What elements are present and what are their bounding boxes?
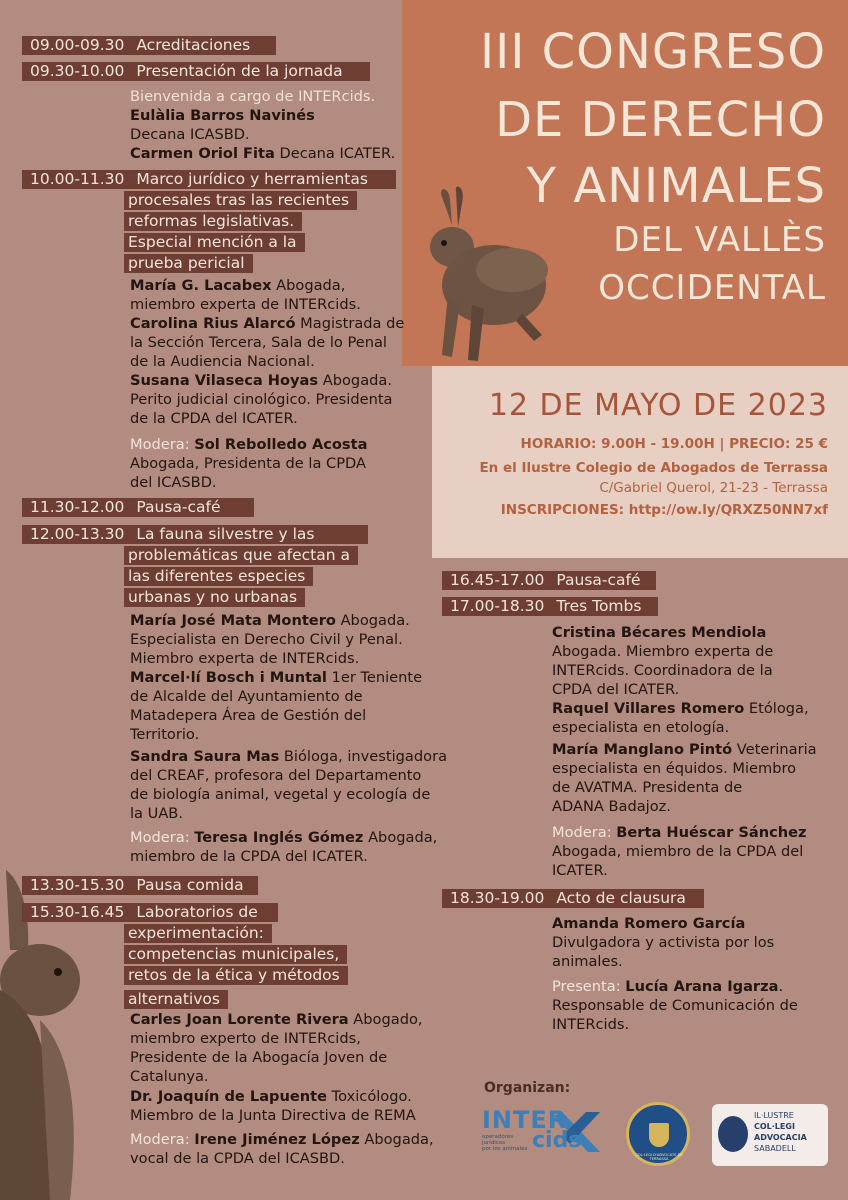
schedule-bar-pausa-cafe-2: [442, 571, 656, 590]
speaker-name: Sandra Saura Mas: [130, 748, 280, 765]
session-title: Acto de clausura: [556, 889, 686, 907]
presenter-role: INTERcids.: [552, 1016, 630, 1033]
speaker-role: Catalunya.: [130, 1068, 209, 1085]
terrassa-logo-text: COL·LEGI D'ADVOCATS DE TERRASSA: [635, 1153, 683, 1161]
time-label: 15.30-16.45: [30, 903, 125, 921]
speaker-role: de AVATMA. Presidenta de: [552, 779, 743, 796]
speaker-role: ADANA Badajoz.: [552, 798, 671, 815]
speaker-role: miembro experta de INTERcids.: [130, 296, 361, 313]
presenter-dot: .: [778, 978, 784, 995]
speaker-name: María G. Lacabex: [130, 277, 272, 294]
session-title-line: problemáticas que afectan a: [124, 546, 358, 565]
session-title: Marco jurídico y herramientas: [136, 170, 368, 188]
speaker-role: miembro experto de INTERcids,: [130, 1030, 361, 1047]
schedule-bar-pausa-cafe: [22, 498, 254, 517]
speaker-role: Divulgadora y activista por los: [552, 934, 775, 951]
address-line: C/Gabriel Querol, 21-23 - Terrassa: [599, 480, 828, 496]
schedule-bar-tres-tombs: [442, 597, 658, 616]
intercids-tag-1: operadores: [482, 1134, 514, 1140]
session-title-line: Especial mención a la: [124, 233, 305, 252]
time-label: 10.00-11.30: [30, 170, 125, 188]
session-title-line: reformas legislativas.: [124, 212, 302, 231]
session-title: La fauna silvestre y las: [136, 525, 315, 543]
speaker-name: Susana Vilaseca Hoyas: [130, 372, 319, 389]
speaker-role: Toxicólogo.: [327, 1088, 412, 1105]
speaker-name: Cristina Bécares Mendiola: [552, 624, 767, 641]
time-label: 09.00-09.30: [30, 36, 125, 54]
intercids-logo: [478, 1102, 606, 1162]
time-label: 17.00-18.30: [450, 597, 545, 615]
speaker-role: INTERcids. Coordinadora de la: [552, 662, 773, 679]
speaker-role: Abogada. Miembro experta de: [552, 643, 774, 660]
speaker-name: Dr. Joaquín de Lapuente: [130, 1088, 328, 1105]
moderator-role: Abogada,: [363, 829, 438, 846]
speaker-name: Carolina Rius Alarcó: [130, 315, 296, 332]
moderator-name: Berta Huéscar Sánchez: [616, 824, 807, 841]
speaker-role: 1er Teniente: [326, 669, 423, 686]
moderator-role: del ICASBD.: [130, 474, 217, 491]
session-title: Pausa-café: [136, 498, 221, 516]
moderator-name: Irene Jiménez López: [194, 1131, 360, 1148]
speaker-role: Perito judicial cinológico. Presidenta: [130, 391, 393, 408]
speaker-role: Magistrada de: [295, 315, 405, 332]
sabadell-line-4: SABADELL: [754, 1144, 796, 1153]
moderator-role: Abogada, Presidenta de la CPDA: [130, 455, 366, 472]
event-date: 12 DE MAYO DE 2023: [488, 388, 828, 423]
intercids-tag-3: por los animales: [482, 1146, 528, 1152]
speaker-role: del CREAF, profesora del Departamento: [130, 767, 422, 784]
sabadell-figure-icon: [718, 1116, 748, 1152]
moderator-role: miembro de la CPDA del ICATER.: [130, 848, 368, 865]
speaker-role: Decana ICASBD.: [130, 126, 250, 143]
speaker-name: Eulàlia Barros Navinés: [130, 107, 315, 124]
schedule-bar-presentacion: [22, 62, 370, 81]
speaker-role: la Sección Tercera, Sala de lo Penal: [130, 334, 387, 351]
session-title: Laboratorios de: [136, 903, 258, 921]
speaker-name: Carmen Oriol Fita: [130, 145, 275, 162]
presenter-name: Lucía Arana Igarza: [625, 978, 779, 995]
session-title: Pausa-café: [556, 571, 641, 589]
session-title-line: alternativos: [124, 990, 228, 1009]
time-label: 13.30-15.30: [30, 876, 125, 894]
intercids-tag-2: jurídicos: [482, 1140, 506, 1146]
welcome-text: Bienvenida a cargo de INTERcids.: [130, 88, 376, 105]
speaker-role: Especialista en Derecho Civil y Penal.: [130, 631, 403, 648]
schedule-bar-laboratorios: [22, 903, 278, 922]
moderator-role: ICATER.: [552, 862, 608, 879]
speaker-role: Abogada,: [271, 277, 346, 294]
speaker-name: Amanda Romero García: [552, 915, 746, 932]
time-label: 18.30-19.00: [450, 889, 545, 907]
moderator-name: Sol Rebolledo Acosta: [194, 436, 368, 453]
speaker-role: de la CPDA del ICATER.: [130, 410, 298, 427]
speaker-role: de Alcalde del Ayuntamiento de: [130, 688, 363, 705]
speaker-role: Presidente de la Abogacía Joven de: [130, 1049, 388, 1066]
session-title-line: retos de la ética y métodos: [124, 966, 348, 985]
sabadell-line-2: COL·LEGI: [754, 1122, 795, 1131]
speaker-role: especialista en équidos. Miembro: [552, 760, 797, 777]
speaker-name: María José Mata Montero: [130, 612, 336, 629]
speaker-role: Decana ICATER.: [274, 145, 396, 162]
speaker-role: Abogada.: [335, 612, 410, 629]
title-line-5: OCCIDENTAL: [598, 268, 826, 308]
speaker-name: María Manglano Pintó: [552, 741, 733, 758]
session-title-line: urbanas y no urbanas: [124, 588, 305, 607]
speaker-role: especialista en etología.: [552, 719, 730, 736]
intercids-tagline: [482, 1134, 527, 1152]
sabadell-line-1: IL·LUSTRE: [754, 1111, 794, 1120]
moderator-role: Abogada,: [359, 1131, 434, 1148]
speaker-role: Bióloga, investigadora: [279, 748, 448, 765]
session-title-line: prueba pericial: [124, 254, 253, 273]
speaker-role: Etóloga,: [744, 700, 809, 717]
sabadell-line-3: ADVOCACIA: [754, 1133, 807, 1142]
session-title-line: experimentación:: [124, 924, 272, 943]
time-label: 16.45-17.00: [450, 571, 545, 589]
time-label: 12.00-13.30: [30, 525, 125, 543]
session-title: Acreditaciones: [136, 36, 251, 54]
schedule-bar-marco-juridico: [22, 170, 396, 189]
speaker-role: Miembro experta de INTERcids.: [130, 650, 360, 667]
presenter-role: Responsable de Comunicación de: [552, 997, 798, 1014]
moderator-label: Modera:: [130, 1131, 195, 1148]
speaker-role: Miembro de la Junta Directiva de REMA: [130, 1107, 416, 1124]
session-title-line: competencias municipales,: [124, 945, 347, 964]
session-title: Presentación de la jornada: [136, 62, 343, 80]
moderator-name: Teresa Inglés Gómez: [194, 829, 364, 846]
terrassa-logo: [626, 1102, 690, 1166]
speaker-role: animales.: [552, 953, 623, 970]
speaker-name: Marcel·lí Bosch i Muntal: [130, 669, 327, 686]
moderator-role: Abogada, miembro de la CPDA del: [552, 843, 804, 860]
speaker-name: Raquel Villares Romero: [552, 700, 745, 717]
schedule-bar-clausura: [442, 889, 704, 908]
schedule-bar-acreditaciones: [22, 36, 276, 55]
session-title-line: las diferentes especies: [124, 567, 313, 586]
schedule-bar-fauna: [22, 525, 368, 544]
moderator-label: Modera:: [130, 829, 195, 846]
title-line-3: Y ANIMALES: [526, 158, 826, 214]
speaker-role: la UAB.: [130, 805, 183, 822]
time-label: 11.30-12.00: [30, 498, 125, 516]
speaker-role: Veterinaria: [732, 741, 817, 758]
presenter-label: Presenta:: [552, 978, 626, 995]
speaker-role: de biología animal, vegetal y ecología de: [130, 786, 431, 803]
moderator-label: Modera:: [552, 824, 617, 841]
intercids-word-bottom: cids: [532, 1128, 582, 1153]
sabadell-logo: [712, 1104, 828, 1166]
rabbit-illustration: [412, 185, 557, 375]
speaker-role: Territorio.: [130, 726, 200, 743]
schedule-bar-pausa-comida: [22, 876, 258, 895]
session-title-line: procesales tras las recientes: [124, 191, 357, 210]
venue-line: En el Ilustre Colegio de Abogados de Terrassa: [479, 460, 828, 476]
session-title: Tres Tombs: [556, 597, 642, 615]
session-title: Pausa comida: [136, 876, 244, 894]
speaker-role: Abogado,: [348, 1011, 423, 1028]
speaker-role: CPDA del ICATER.: [552, 681, 680, 698]
terrassa-shield-icon: [649, 1123, 669, 1147]
speaker-name: Carles Joan Lorente Rivera: [130, 1011, 349, 1028]
inscriptions-line[interactable]: INSCRIPCIONES: http://ow.ly/QRXZ50NN7xf: [500, 502, 828, 518]
title-line-4: DEL VALLÈS: [613, 220, 826, 260]
time-label: 09.30-10.00: [30, 62, 125, 80]
speaker-role: Abogada.: [318, 372, 392, 389]
intercids-word-top: INTER: [482, 1106, 568, 1134]
organizers-label: Organizan:: [484, 1080, 571, 1096]
moderator-label: Modera:: [130, 436, 195, 453]
moderator-role: vocal de la CPDA del ICASBD.: [130, 1150, 345, 1167]
schedule-line: HORARIO: 9.00H - 19.00H | PRECIO: 25 €: [520, 436, 828, 452]
speaker-role: Matadepera Área de Gestión del: [130, 707, 367, 724]
speaker-role: de la Audiencia Nacional.: [130, 353, 315, 370]
title-line-2: DE DERECHO: [495, 92, 826, 148]
title-line-1: III CONGRESO: [479, 24, 826, 80]
